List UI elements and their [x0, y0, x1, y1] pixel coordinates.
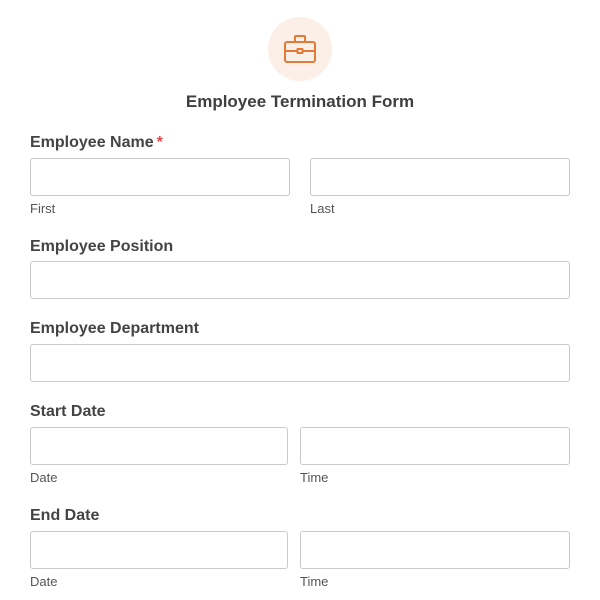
end-time-sublabel: Time: [300, 574, 329, 589]
employee-position-label: Employee Position: [30, 238, 174, 255]
start-date-sublabel: Date: [30, 470, 58, 485]
end-date-label: End Date: [30, 507, 100, 524]
end-time-input[interactable]: [300, 531, 570, 569]
employee-department-label: Employee Department: [30, 320, 199, 337]
employee-name-label: [30, 134, 163, 152]
start-time-sublabel: Time: [300, 470, 329, 485]
end-date-input[interactable]: [30, 531, 288, 569]
start-date-label: Start Date: [30, 403, 106, 420]
end-date-sublabel: Date: [30, 574, 58, 589]
last-name-sublabel: Last: [310, 201, 335, 216]
start-date-input[interactable]: [30, 427, 288, 465]
required-marker: *: [156, 134, 163, 151]
first-name-input[interactable]: [30, 158, 290, 196]
briefcase-icon: [283, 34, 317, 64]
employee-department-input[interactable]: [30, 344, 570, 382]
start-time-input[interactable]: [300, 427, 570, 465]
form-title: Employee Termination Form: [185, 92, 415, 111]
form-icon-badge: [268, 17, 332, 81]
first-name-sublabel: First: [30, 201, 56, 216]
employee-position-input[interactable]: [30, 261, 570, 299]
employee-name-label-text: Employee Name: [30, 134, 154, 151]
last-name-input[interactable]: [310, 158, 570, 196]
